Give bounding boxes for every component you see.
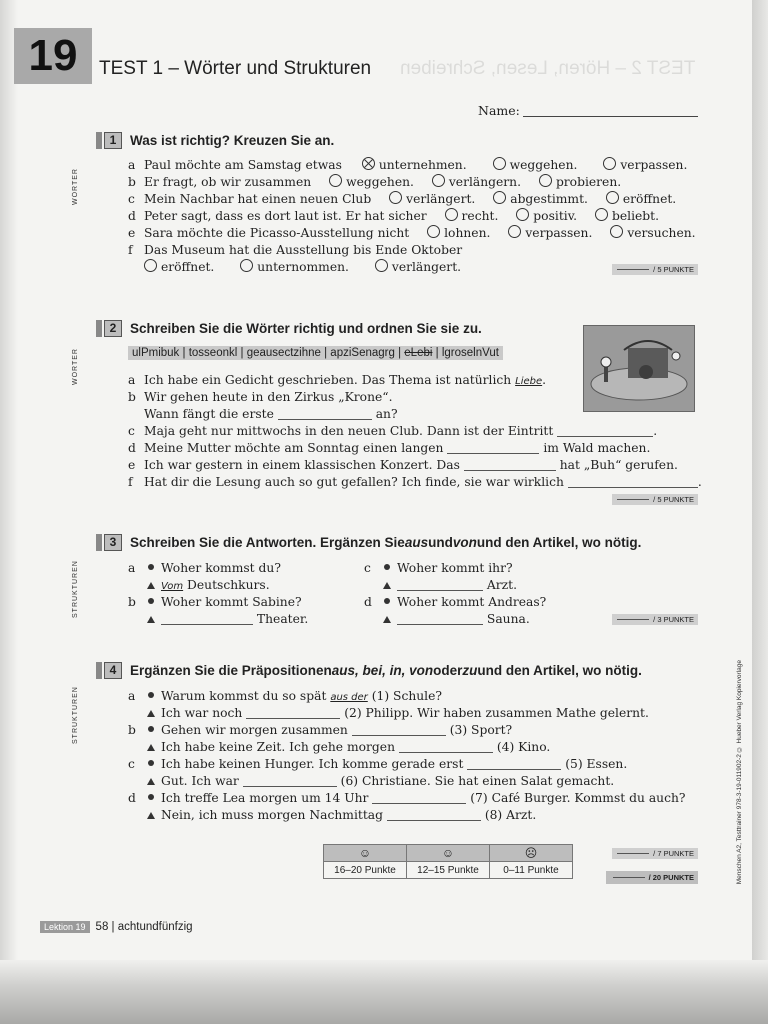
- section-bar: [96, 132, 102, 149]
- side-label-woerter: WÖRTER: [72, 168, 79, 205]
- handwritten-answer: aus der: [330, 692, 368, 703]
- answer-blank[interactable]: [352, 735, 446, 736]
- circle-icon: [375, 259, 388, 272]
- option[interactable]: verpassen.: [508, 225, 592, 242]
- points-box-4: / 7 PUNKTE: [612, 848, 698, 859]
- section-number: 2: [104, 320, 122, 337]
- scan-shadow: [0, 960, 768, 1024]
- section-title: Was ist richtig? Kreuzen Sie an.: [130, 133, 335, 148]
- triangle-icon: [147, 744, 155, 751]
- page-footer: Lektion 19 58 | achtundfünfzig: [40, 921, 193, 933]
- points-box-3: / 3 PUNKTE: [612, 614, 698, 625]
- page-number: 58: [95, 921, 109, 933]
- circle-icon: [240, 259, 253, 272]
- item-3d-question: d Woher kommt Andreas?: [364, 595, 547, 609]
- item-1f: f Das Museum hat die Ausstellung bis Ende Oktober: [128, 243, 463, 257]
- section-bar: [96, 320, 102, 337]
- bullet-icon: [148, 760, 154, 766]
- item-3d-answer: Sauna.: [364, 611, 530, 628]
- sad-face-icon: ☹: [490, 845, 573, 862]
- answer-blank[interactable]: [464, 470, 556, 471]
- option[interactable]: versuchen.: [610, 225, 695, 242]
- option[interactable]: beliebt.: [595, 208, 659, 225]
- points-line[interactable]: [617, 619, 649, 620]
- option-checked[interactable]: unternehmen.: [362, 157, 467, 174]
- answer-blank[interactable]: [568, 487, 698, 488]
- happy-face-icon: ☺: [324, 845, 407, 862]
- score-faces-row: [324, 845, 573, 862]
- crossed-word: eLebi: [404, 347, 433, 359]
- item-3c-question: c Woher kommt ihr?: [364, 561, 513, 575]
- side-label-strukturen: STRUKTUREN: [72, 686, 79, 744]
- triangle-icon: [147, 812, 155, 819]
- section-number: 3: [104, 534, 122, 551]
- circle-icon: [432, 174, 445, 187]
- page-title: TEST 1 – Wörter und Strukturen: [99, 58, 372, 79]
- word-box: ulPmibuk | tosseonkl | geausectzihne | apziSenagrg | eLebi | lgroselnVut: [128, 346, 503, 360]
- item-1c: c Mein Nachbar hat einen neuen Club verlängert. abgestimmt. eröffnet.: [128, 192, 677, 206]
- option[interactable]: abgestimmt.: [493, 191, 588, 208]
- circle-icon: [427, 225, 440, 238]
- answer-blank[interactable]: [447, 453, 539, 454]
- item-1e: e Sara möchte die Picasso-Ausstellung nicht lohnen. verpassen. versuchen.: [128, 226, 696, 240]
- item-4c-question: c Ich habe keinen Hunger. Ich komme gerade erst (5) Essen.: [128, 757, 628, 771]
- circle-icon: [144, 259, 157, 272]
- item-2b: b Wir gehen heute in den Zirkus „Krone“.: [128, 390, 393, 404]
- item-2f: f Hat dir die Lesung auch so gut gefallen? Ich finde, sie war wirklich .: [128, 475, 702, 489]
- section-number: 1: [104, 132, 122, 149]
- item-3b-answer: Theater.: [128, 611, 308, 628]
- bullet-icon: [148, 692, 154, 698]
- answer-blank[interactable]: [372, 803, 466, 804]
- circle-icon: [516, 208, 529, 221]
- option[interactable]: eröffnet.: [144, 259, 214, 276]
- section-2-heading: [96, 320, 482, 337]
- item-2b-line2: Wann fängt die erste an?: [144, 407, 398, 421]
- points-box-1: / 5 PUNKTE: [612, 264, 698, 275]
- option[interactable]: positiv.: [516, 208, 577, 225]
- option[interactable]: verlängert.: [389, 191, 475, 208]
- circus-illustration: [583, 325, 695, 412]
- name-label: Name:: [478, 103, 520, 118]
- answer-blank[interactable]: [243, 786, 337, 787]
- side-label-strukturen: STRUKTUREN: [72, 560, 79, 618]
- option[interactable]: verlängert.: [375, 259, 461, 276]
- option[interactable]: weggehen.: [493, 157, 578, 174]
- answer-blank[interactable]: [557, 436, 653, 437]
- triangle-icon: [147, 778, 155, 785]
- answer-blank[interactable]: [399, 752, 493, 753]
- option[interactable]: eröffnet.: [606, 191, 676, 208]
- section-4-heading: 4 Ergänzen Sie die Präpositionen aus, bei, in, von oder zu und den Artikel, wo nötig.: [96, 662, 642, 679]
- score-ranges-row: 16–20 Punkte 12–15 Punkte 0–11 Punkte: [324, 862, 573, 879]
- item-3b-question: b Woher kommt Sabine?: [128, 595, 302, 609]
- bullet-icon: [148, 726, 154, 732]
- bullet-icon: [384, 564, 390, 570]
- item-1f-options: [144, 259, 461, 276]
- item-4b-question: b Gehen wir morgen zusammen (3) Sport?: [128, 723, 513, 737]
- book-spine: [0, 0, 18, 968]
- section-bar: [96, 662, 102, 679]
- circle-icon: [493, 191, 506, 204]
- section-bar: [96, 534, 102, 551]
- answer-blank[interactable]: [397, 590, 483, 591]
- bullet-icon: [148, 598, 154, 604]
- page-number-word: achtundfünfzig: [117, 921, 193, 933]
- section-3-heading: 3 Schreiben Sie die Antworten. Ergänzen Sie aus und von und den Artikel, wo nötig.: [96, 534, 641, 551]
- answer-blank[interactable]: [397, 624, 483, 625]
- item-3a-answer: Vom Deutschkurs.: [128, 577, 270, 595]
- circle-icon: [389, 191, 402, 204]
- section-1-heading: [96, 132, 334, 149]
- name-field[interactable]: [523, 116, 698, 117]
- item-1d: d Peter sagt, dass es dort laut ist. Er hat sicher recht. positiv. beliebt.: [128, 209, 660, 223]
- checked-circle-icon: [362, 157, 375, 170]
- circle-icon: [539, 174, 552, 187]
- circle-icon: [595, 208, 608, 221]
- circle-icon: [610, 225, 623, 238]
- item-2a: a Ich habe ein Gedicht geschrieben. Das Thema ist natürlich Liebe.: [128, 373, 547, 387]
- handwritten-answer: Vom: [161, 581, 184, 592]
- bullet-icon: [384, 598, 390, 604]
- option[interactable]: verlängern.: [432, 174, 521, 191]
- total-points-box: / 20 PUNKTE: [606, 871, 698, 884]
- circus-drawing: [584, 326, 694, 411]
- neutral-face-icon: ☺: [407, 845, 490, 862]
- points-line[interactable]: [617, 269, 649, 270]
- circle-icon: [508, 225, 521, 238]
- option[interactable]: probieren.: [539, 174, 621, 191]
- answer-blank[interactable]: [161, 624, 253, 625]
- triangle-icon: [147, 582, 155, 589]
- lesson-tag: Lektion 19: [40, 921, 90, 933]
- item-4d-question: d Ich treffe Lea morgen um 14 Uhr (7) Café Burger. Kommst du auch?: [128, 791, 686, 805]
- chapter-number: 19: [14, 28, 92, 84]
- points-line[interactable]: [617, 853, 649, 854]
- answer-blank[interactable]: [387, 820, 481, 821]
- points-box-2: / 5 PUNKTE: [612, 494, 698, 505]
- item-4d-answer: Nein, ich muss morgen Nachmittag (8) Arzt.: [128, 807, 536, 824]
- answer-blank[interactable]: [278, 419, 372, 420]
- circle-icon: [445, 208, 458, 221]
- item-2d: d Meine Mutter möchte am Sonntag einen langen im Wald machen.: [128, 441, 651, 455]
- option[interactable]: lohnen.: [427, 225, 490, 242]
- bullet-icon: [148, 794, 154, 800]
- bleed-through-title: TEST 2 – Hören, Lesen, Schreiben: [400, 58, 696, 79]
- item-3c-answer: Arzt.: [364, 577, 517, 594]
- option[interactable]: recht.: [445, 208, 499, 225]
- circle-icon: [606, 191, 619, 204]
- triangle-icon: [383, 582, 391, 589]
- item-1a: a Paul möchte am Samstag etwas unternehmen. weggehen. verpassen.: [128, 158, 688, 172]
- circle-icon: [493, 157, 506, 170]
- points-line[interactable]: [617, 499, 649, 500]
- points-line[interactable]: [613, 877, 645, 878]
- option[interactable]: unternommen.: [240, 259, 349, 276]
- item-4b-answer: Ich habe keine Zeit. Ich gehe morgen (4) Kino.: [128, 739, 550, 756]
- item-4a-question: a Warum kommst du so spät aus der (1) Schule?: [128, 689, 442, 703]
- item-4c-answer: Gut. Ich war (6) Christiane. Sie hat einen Salat gemacht.: [128, 773, 614, 790]
- option[interactable]: verpassen.: [603, 157, 687, 174]
- score-table: [323, 844, 573, 879]
- item-2c: c Maja geht nur mittwochs in den neuen Club. Dann ist der Eintritt .: [128, 424, 658, 438]
- item-2e: e Ich war gestern in einem klassischen Konzert. Das hat „Buh“ gerufen.: [128, 458, 678, 472]
- section-number: 4: [104, 662, 122, 679]
- side-label-woerter: WÖRTER: [72, 348, 79, 385]
- bullet-icon: [148, 564, 154, 570]
- handwritten-answer: Liebe: [515, 376, 543, 387]
- triangle-icon: [147, 616, 155, 623]
- copyright-credit: Menschen A2, Testtrainer 978-3-19-011902-2 © Hueber Verlag Kopiervorlage: [736, 660, 743, 885]
- page-edge: [752, 0, 768, 968]
- item-1b: b Er fragt, ob wir zusammen weggehen. verlängern. probieren.: [128, 175, 622, 189]
- circle-icon: [329, 174, 342, 187]
- triangle-icon: [383, 616, 391, 623]
- item-4a-answer: Ich war noch (2) Philipp. Wir haben zusammen Mathe gelernt.: [128, 705, 649, 722]
- answer-blank[interactable]: [467, 769, 561, 770]
- item-3a-question: a Woher kommst du?: [128, 561, 281, 575]
- section-title: Schreiben Sie die Wörter richtig und ordnen Sie sie zu.: [130, 321, 482, 336]
- option[interactable]: weggehen.: [329, 174, 414, 191]
- circle-icon: [603, 157, 616, 170]
- answer-blank[interactable]: [246, 718, 340, 719]
- triangle-icon: [147, 710, 155, 717]
